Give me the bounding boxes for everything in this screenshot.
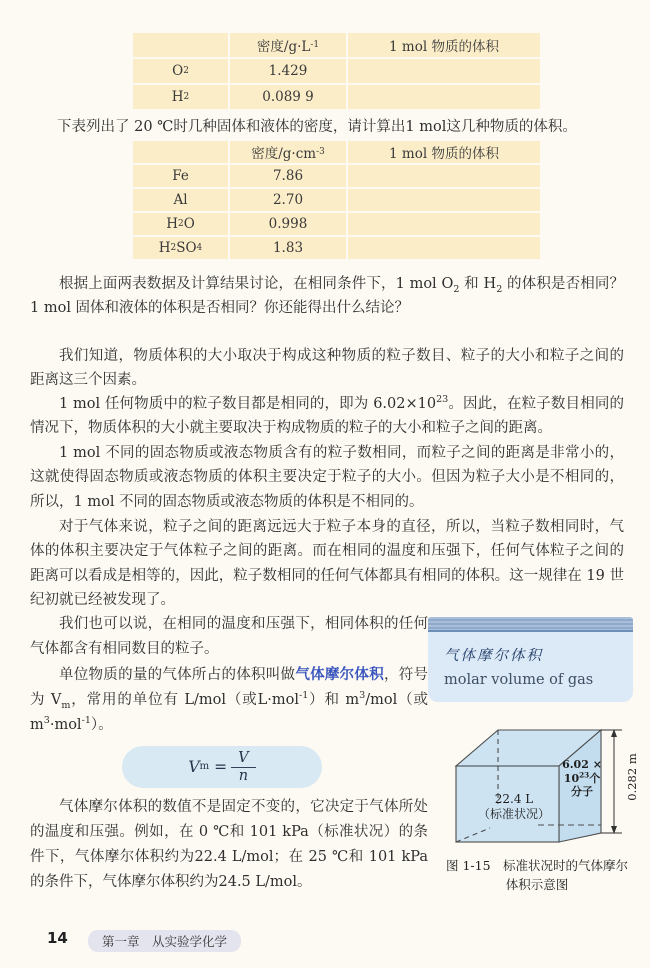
table-row-substance: O 2 xyxy=(133,59,228,83)
body-paragraph-5: 我们也可以说，在相同的温度和压强下，相同体积的任何气体都含有相同数目的粒子。 xyxy=(30,616,428,657)
key-term-box-body xyxy=(428,632,633,702)
table-row-density: 1.83 xyxy=(230,237,346,259)
table-row-density: 0.998 xyxy=(230,213,346,235)
solid-table-intro-text: 下表列出了 20 ℃时几种固体和液体的密度，请计算出1 mol这几种物质的体积。 xyxy=(57,119,577,135)
table-row-volume-blank xyxy=(348,213,540,235)
table-row-substance: H 2 O xyxy=(133,213,228,235)
solid-density-table xyxy=(133,141,540,259)
page-number: 14 xyxy=(47,929,68,947)
body-paragraph-7: 气体摩尔体积的数值不是固定不变的，它决定于气体所处的温度和压强。例如，在 0 ℃和 101 kPa（标准状况）的条件下，气体摩尔体积约为22.4 L/mol；在 25 ℃和 101 kPa的条件下，气体摩尔体积约为24.5 L/mol。 xyxy=(30,799,428,890)
molecules-line1: 6.02 × xyxy=(562,758,602,771)
body-paragraph-2: 1 mol 任何物质中的粒子数目都是相同的，即为 $6.02\times 10^{23}$。因此，在粒子数目相同的情况下，物质体积的大小就主要取决于构成物质的粒子的大小和粒子之间的距离。 xyxy=(30,394,624,437)
molecules-line2: $10^{23}$个 xyxy=(563,769,601,785)
body-paragraph-6 xyxy=(30,662,428,738)
table-row-substance: Fe xyxy=(133,165,228,187)
figure-caption: 图 1-15 标准状况时的气体摩尔体积示意图 xyxy=(445,858,629,892)
table-row-volume-blank xyxy=(348,85,540,109)
volume-value: 22.4 L xyxy=(494,792,534,806)
key-term-english: molar volume of gas xyxy=(444,672,594,688)
table-corner-cell xyxy=(133,33,228,57)
formula-numerator: V xyxy=(231,750,255,768)
table-corner-cell xyxy=(133,141,228,163)
table-row-density: 7.86 xyxy=(230,165,346,187)
column-header-density: 密度/g·L - 1 xyxy=(230,33,346,57)
chapter-footer-badge: 第一章 从实验学化学 xyxy=(88,930,241,952)
body-paragraph-4: 对于气体来说，粒子之间的距离远远大于粒子本身的直径，所以，当粒子数相同时，气体的体积主要决定于气体粒子之间的距离。而在相同的温度和压强下，任何气体粒子之间的距离可以看成是相等的，因此，粒子数相同的任何气体都具有相同的体积。这一规律在 19 世纪初就已经被发现了。 xyxy=(30,519,624,608)
key-term-chinese: 气体摩尔体积 xyxy=(444,648,543,664)
column-header-density: 密度/g·cm - 3 xyxy=(230,141,346,163)
key-term-box xyxy=(428,617,633,702)
figure-1-15 xyxy=(428,712,646,894)
formula-equals: = xyxy=(214,757,228,776)
column-header-volume: 1 mol 物质的体积 xyxy=(348,141,540,163)
table-row-substance: H 2 xyxy=(133,85,228,109)
cube-diagram xyxy=(428,712,646,848)
formula-fraction xyxy=(231,750,255,784)
table-row-density: 2.70 xyxy=(230,189,346,211)
cube-edge-length-label: 0.282 m xyxy=(625,753,639,801)
discussion-question-paragraph: 根据上面两表数据及计算结果讨论，在相同条件下，1 mol $O_2$ 和 $H_2$ 的体积是否相同？1 mol 固体和液体的体积是否相同？你还能得出什么结论？ xyxy=(30,276,625,317)
body-paragraph-3: 1 mol 不同的固态物质或液态物质含有的粒子数相同，而粒子之间的距离是非常小的，这就使得固态物质或液态物质的体积主要决定于粒子的大小。但因为粒子大小是不相同的，所以，1 mol 不同的固态物质或液态物质的体积是不相同的。 xyxy=(30,445,624,510)
table-row-volume-blank xyxy=(348,237,540,259)
formula-denominator: n xyxy=(238,767,249,784)
molar-volume-formula: V m = $\frac{V}{n}$ xyxy=(122,746,322,788)
key-term-molar-volume: 气体摩尔体积 xyxy=(295,666,384,683)
molecules-line3: 分子 xyxy=(571,785,593,798)
table-row-density: 1.429 xyxy=(230,59,346,83)
left-text-column xyxy=(30,612,428,895)
paragraph-6-rest: ，符号为 $V_m$，常用的单位有 L/mol（或L·mol$^{-1}$）和 $m^3/mol$（或$m^3\cdot mol^{-1}$）。 xyxy=(30,667,429,733)
cube-molecules-label xyxy=(546,758,618,799)
column-header-volume: 1 mol 物质的体积 xyxy=(348,33,540,57)
table-row-density: 0.089 9 xyxy=(230,85,346,109)
table-row-substance: Al xyxy=(133,189,228,211)
table-row-volume-blank xyxy=(348,165,540,187)
gas-density-table xyxy=(133,33,540,109)
table-row-volume-blank xyxy=(348,189,540,211)
table-row-volume-blank xyxy=(348,59,540,83)
table-row-substance: H 2 SO 4 xyxy=(133,237,228,259)
key-term-box-stripe-bar xyxy=(428,617,633,632)
volume-condition: （标准状况） xyxy=(477,807,550,821)
body-paragraph-1: 我们知道，物质体积的大小取决于构成这种物质的粒子数目、粒子的大小和粒子之间的距离这三个因素。 xyxy=(30,348,624,389)
paragraph-6-lead: 单位物质的量的气体所占的体积叫做 xyxy=(59,667,296,683)
formula-variable: V xyxy=(188,757,200,776)
